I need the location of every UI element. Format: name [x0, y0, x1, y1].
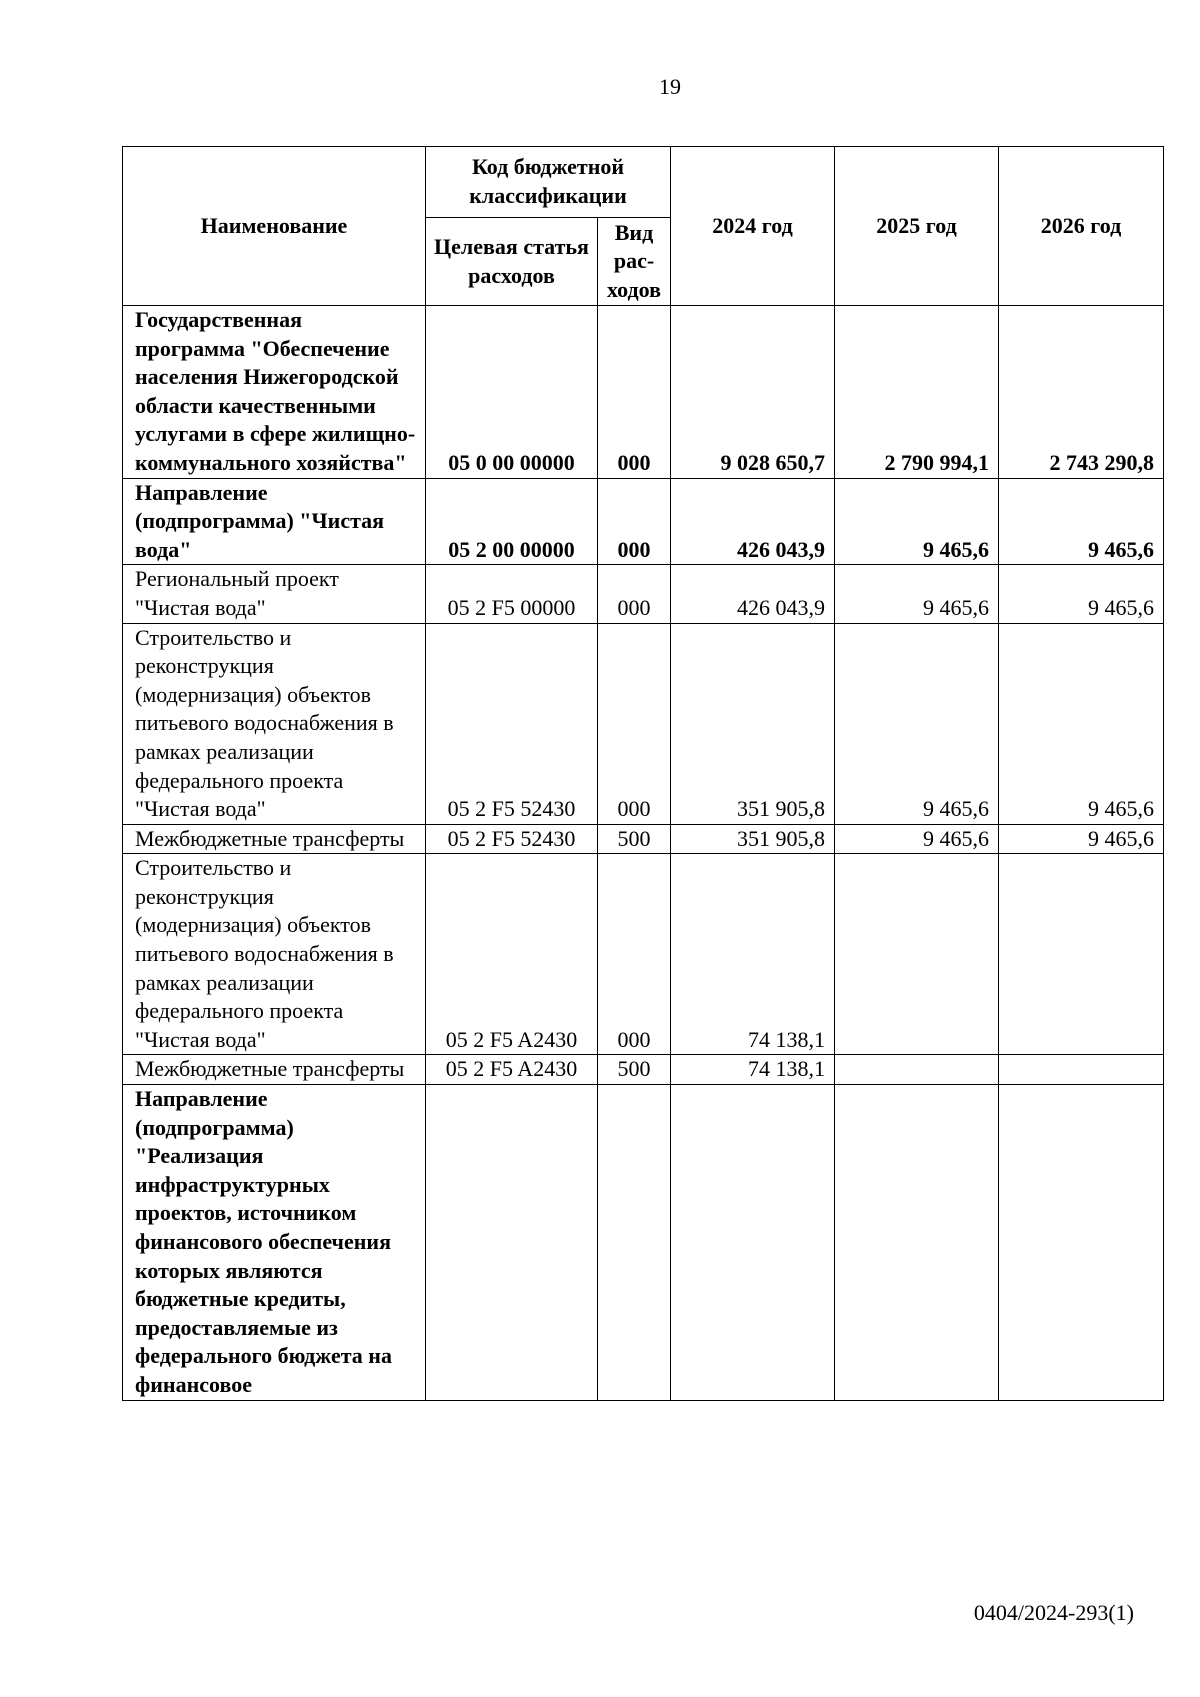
row-expense-type: 500 — [598, 824, 671, 854]
table-body — [123, 306, 1164, 1401]
row-name: Направление (подпрограмма) "Чистая вода" — [123, 478, 426, 565]
row-value-2024: 351 905,8 — [671, 623, 835, 824]
row-target-article: 05 2 F5 A2430 — [426, 1055, 598, 1085]
document-code: 0404/2024-293(1) — [973, 1600, 1134, 1625]
row-value-2024: 9 028 650,7 — [671, 306, 835, 479]
row-target-article: 05 0 00 00000 — [426, 306, 598, 479]
row-value-2025 — [835, 1085, 999, 1401]
row-expense-type: 000 — [598, 565, 671, 623]
row-name: Строительство и реконструкция (модернизация) объектов питьевого водоснабжения в рамках реализации федерального проекта "Чистая вода" — [123, 854, 426, 1055]
table-row — [123, 623, 1164, 824]
row-name: Государственная программа "Обеспечение населения Нижегородской области качественными услугами в сфере жилищно-коммунального хозяйства" — [123, 306, 426, 479]
row-target-article: 05 2 F5 00000 — [426, 565, 598, 623]
row-value-2024: 426 043,9 — [671, 565, 835, 623]
row-value-2026: 9 465,6 — [999, 565, 1164, 623]
header-year-2025: 2025 год — [835, 147, 999, 306]
row-expense-type: 500 — [598, 1055, 671, 1085]
row-value-2026: 9 465,6 — [999, 478, 1164, 565]
row-value-2026 — [999, 1055, 1164, 1085]
row-value-2024: 74 138,1 — [671, 1055, 835, 1085]
row-value-2024 — [671, 1085, 835, 1401]
row-target-article: 05 2 00 00000 — [426, 478, 598, 565]
row-value-2026 — [999, 1085, 1164, 1401]
budget-table — [122, 146, 1164, 1401]
header-target-article: Целевая статья расходов — [426, 218, 598, 306]
table-row — [123, 824, 1164, 854]
table-row — [123, 854, 1164, 1055]
row-value-2025: 9 465,6 — [835, 565, 999, 623]
row-value-2026: 9 465,6 — [999, 623, 1164, 824]
row-expense-type: 000 — [598, 623, 671, 824]
row-expense-type: 000 — [598, 854, 671, 1055]
row-target-article: 05 2 F5 A2430 — [426, 854, 598, 1055]
row-target-article: 05 2 F5 52430 — [426, 824, 598, 854]
header-budget-code: Код бюджетной классификации — [426, 147, 671, 218]
row-value-2025: 9 465,6 — [835, 478, 999, 565]
row-target-article: 05 2 F5 52430 — [426, 623, 598, 824]
row-value-2026: 9 465,6 — [999, 824, 1164, 854]
budget-table-container — [122, 146, 1163, 1401]
page-number: 19 — [659, 74, 681, 99]
header-year-2024: 2024 год — [671, 147, 835, 306]
row-value-2025: 2 790 994,1 — [835, 306, 999, 479]
row-expense-type — [598, 1085, 671, 1401]
row-name: Региональный проект "Чистая вода" — [123, 565, 426, 623]
row-expense-type: 000 — [598, 478, 671, 565]
row-name: Направление (подпрограмма) "Реализация инфраструктурных проектов, источником финансового обеспечения которых являются бюджетные кредиты, предоставляемые из федерального бюджета на финансовое — [123, 1085, 426, 1401]
row-name: Строительство и реконструкция (модернизация) объектов питьевого водоснабжения в рамках реализации федерального проекта "Чистая вода" — [123, 623, 426, 824]
row-value-2024: 351 905,8 — [671, 824, 835, 854]
row-target-article — [426, 1085, 598, 1401]
table-row — [123, 565, 1164, 623]
row-value-2024: 74 138,1 — [671, 854, 835, 1055]
row-value-2025: 9 465,6 — [835, 824, 999, 854]
row-name: Межбюджетные трансферты — [123, 1055, 426, 1085]
table-row — [123, 478, 1164, 565]
table-row — [123, 1055, 1164, 1085]
table-header — [123, 147, 1164, 306]
table-row — [123, 306, 1164, 479]
table-row — [123, 1085, 1164, 1401]
row-name: Межбюджетные трансферты — [123, 824, 426, 854]
row-value-2026 — [999, 854, 1164, 1055]
row-value-2024: 426 043,9 — [671, 478, 835, 565]
row-value-2025 — [835, 1055, 999, 1085]
row-expense-type: 000 — [598, 306, 671, 479]
header-year-2026: 2026 год — [999, 147, 1164, 306]
row-value-2025 — [835, 854, 999, 1055]
header-expense-type: Вид рас-ходов — [598, 218, 671, 306]
row-value-2026: 2 743 290,8 — [999, 306, 1164, 479]
row-value-2025: 9 465,6 — [835, 623, 999, 824]
header-name: Наименование — [123, 147, 426, 306]
